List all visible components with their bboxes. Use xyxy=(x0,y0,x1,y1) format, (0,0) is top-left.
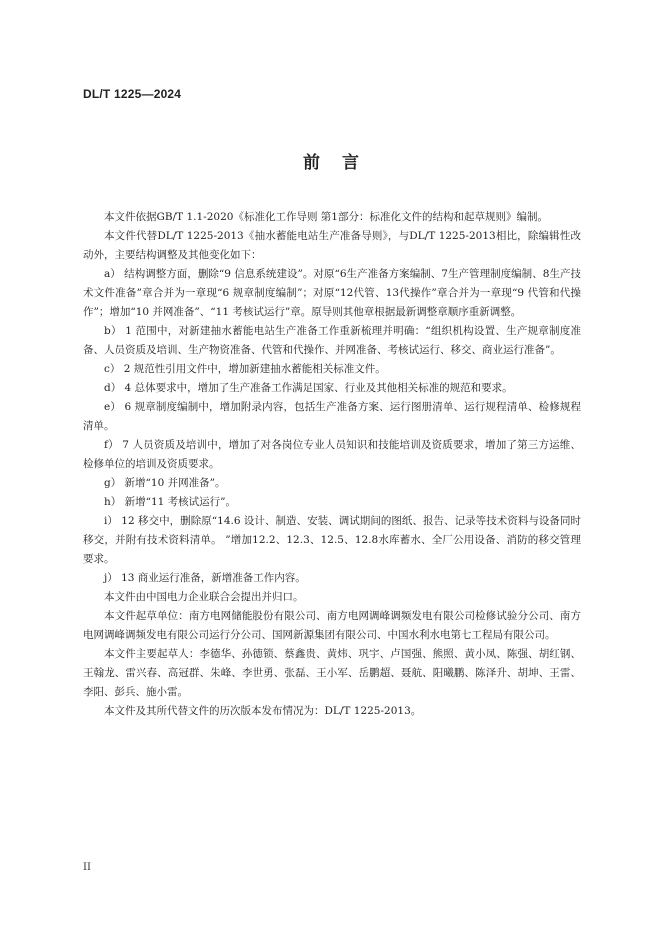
paragraph-basis: 本文件依据GB/T 1.1-2020《标准化工作导则 第1部分：标准化文件的结构和起草规则》编制。 xyxy=(104,211,548,223)
paragraph-replacement: 本文件代替DL/T 1225-2013《抽水蓄能电站生产准备导则》，与DL/T 1225-2013相比，除编辑性改动外，主要结构调整及其他变化如下： xyxy=(83,230,581,261)
paragraph-history: 本文件及其所代替文件的历次版本发布情况为：DL/T 1225-2013。 xyxy=(104,705,422,717)
standard-code: DL/T 1225—2024 xyxy=(83,87,182,101)
paragraph-drafting-units: 本文件起草单位：南方电网储能股份有限公司、南方电网调峰调频发电有限公司检修试验分公司、南方电网调峰调频发电有限公司运行分公司、国网新源集团有限公司、中国水利水电第七工程局有限公司。 xyxy=(83,610,581,641)
change-item-b: b） 1 范围中，对新建抽水蓄能电站生产准备工作重新梳理并明确：“组织机构设置、生产规章制度准备、人员资质及培训、生产物资准备、代管和代操作、并网准备、考核试运行、移交、商业运行准备”。 xyxy=(83,325,581,356)
page-number: II xyxy=(83,862,91,873)
paragraph-drafters: 本文件主要起草人：李德华、孙德锁、蔡鑫贵、黄炜、巩宇、卢国强、熊照、黄小凤、陈强、胡红钢、王翰龙、雷兴春、高冠群、朱峰、李世勇、张磊、王小军、岳鹏超、聂航、阳曦鹏、陈泽升、胡坤、王雷、李阳、彭兵、施小雷。 xyxy=(83,648,581,698)
change-item-i: i） 12 移交中，删除原“14.6 设计、制造、安装、调试期间的图纸、报告、记录等技术资料与设备同时移交，并附有技术资料清单。 ”增加12.2、12.3、12.5、12.8水库蓄水、全厂公用设备、消防的移交管理要求。 xyxy=(83,515,581,565)
change-item-e: e） 6 规章制度编制中，增加附录内容，包括生产准备方案、运行图册清单、运行规程清单、检修规程清单。 xyxy=(83,401,581,432)
page-title: 前言 xyxy=(303,153,381,173)
change-item-g: g） 新增“10 并网准备”。 xyxy=(104,477,226,489)
change-item-c: c） 2 规范性引用文件中，增加新建抽水蓄能相关标准文件。 xyxy=(104,363,386,375)
change-item-d: d） 4 总体要求中，增加了生产准备工作满足国家、行业及其他相关标准的规范和要求。 xyxy=(104,382,513,394)
change-item-f: f） 7 人员资质及培训中，增加了对各岗位专业人员知识和技能培训及资质要求，增加了第三方运维、检修单位的培训及资质要求。 xyxy=(83,439,581,470)
foreword-body xyxy=(83,208,581,721)
change-item-a: a） 结构调整方面，删除“9 信息系统建设”。对原“6生产准备方案编制、7生产管理制度编制、8生产技术文件准备”章合并为一章现“6 规章制度编制”；对原“12代管、13代操作”章合并为一章现“9 代管和代操作”；增加“10 并网准备”、“11 考核试运行”章。原导则其他章根据最新调整章顺序重新调整。 xyxy=(83,268,581,318)
change-item-j: j） 13 商业运行准备，新增准备工作内容。 xyxy=(104,572,306,584)
paragraph-proposer: 本文件由中国电力企业联合会提出并归口。 xyxy=(104,591,304,603)
change-item-h: h） 新增“11 考核试运行”。 xyxy=(104,496,237,508)
